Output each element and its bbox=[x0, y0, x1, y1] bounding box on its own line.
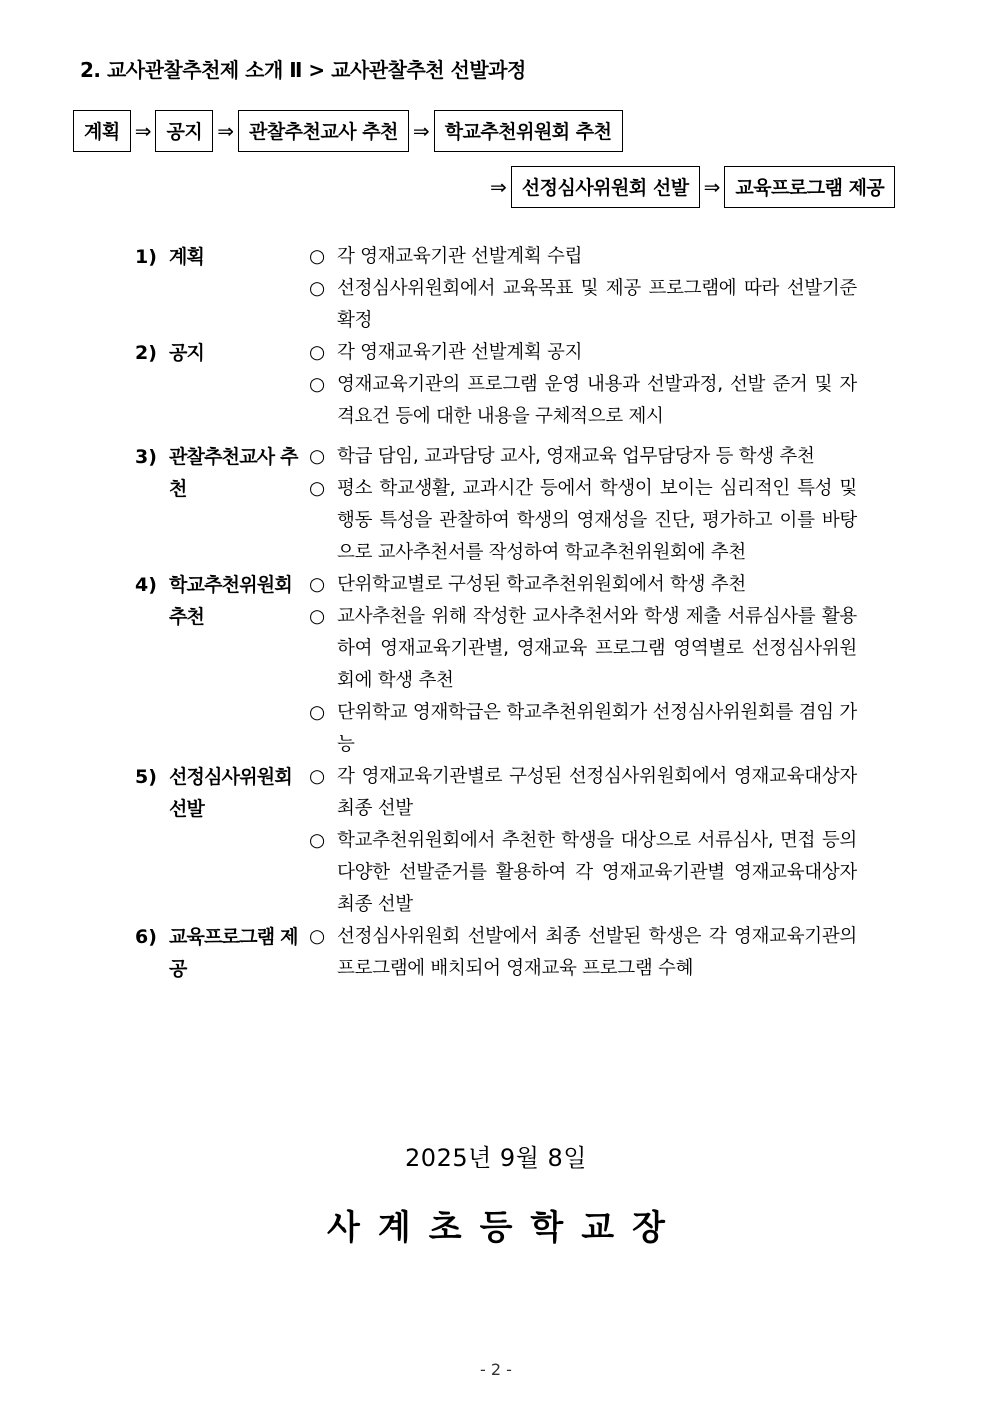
list-item: ○ 각 영재교육기관 선발계획 수립 bbox=[309, 241, 857, 273]
step-number: 2) bbox=[135, 342, 157, 364]
circle-bullet-icon: ○ bbox=[309, 446, 325, 467]
step-number: 3) bbox=[135, 446, 157, 468]
step-label: 선정심사위원회 선발 bbox=[169, 766, 292, 820]
flow-box-notice: 공지 bbox=[155, 110, 213, 152]
school-principal-signature: 사계초등학교장 bbox=[327, 1208, 683, 1248]
list-item: ○ 각 영재교육기관별로 구성된 선정심사위원회에서 영재교육대상자 최종 선발 bbox=[309, 761, 857, 825]
list-item: ○ 단위학교 영재학급은 학교추천위원회가 선정심사위원회를 겸임 가능 bbox=[309, 697, 857, 761]
steps-list bbox=[135, 241, 857, 985]
step-label: 학교추천위원회 추천 bbox=[169, 574, 292, 628]
document-date: 2025년 9월 8일 bbox=[405, 1144, 587, 1172]
step-number: 4) bbox=[135, 574, 157, 596]
flow-box-school-committee: 학교추천위원회 추천 bbox=[434, 110, 623, 152]
circle-bullet-icon: ○ bbox=[309, 478, 325, 499]
circle-bullet-icon: ○ bbox=[309, 374, 325, 395]
step-3 bbox=[135, 441, 857, 569]
circle-bullet-icon: ○ bbox=[309, 574, 325, 595]
step-label: 교육프로그램 제공 bbox=[169, 926, 298, 980]
flow-arrow-icon: ⇒ bbox=[217, 119, 234, 143]
flow-box-teacher-recommend: 관찰추천교사 추천 bbox=[238, 110, 409, 152]
circle-bullet-icon: ○ bbox=[309, 702, 325, 723]
step-2 bbox=[135, 337, 857, 433]
flow-row-1 bbox=[73, 110, 623, 152]
step-5 bbox=[135, 761, 857, 921]
step-label: 관찰추천교사 추천 bbox=[169, 446, 298, 500]
step-1 bbox=[135, 241, 857, 337]
list-item: ○ 각 영재교육기관 선발계획 공지 bbox=[309, 337, 857, 369]
step-number: 5) bbox=[135, 766, 157, 788]
flow-arrow-icon: ⇒ bbox=[703, 175, 721, 199]
flow-arrow-icon: ⇒ bbox=[412, 119, 430, 143]
list-item: ○ 선정심사위원회에서 교육목표 및 제공 프로그램에 따라 선발기준 확정 bbox=[309, 273, 857, 337]
step-number: 6) bbox=[135, 926, 157, 948]
step-label: 공지 bbox=[169, 342, 205, 364]
step-4 bbox=[135, 569, 857, 761]
page-number: - 2 - bbox=[480, 1360, 512, 1379]
section-heading: 2. 교사관찰추천제 소개 Ⅱ > 교사관찰추천 선발과정 bbox=[80, 58, 526, 82]
circle-bullet-icon: ○ bbox=[309, 606, 325, 627]
circle-bullet-icon: ○ bbox=[309, 342, 325, 363]
list-item: ○ 평소 학교생활, 교과시간 등에서 학생이 보이는 심리적인 특성 및 행동 특성을 관찰하여 학생의 영재성을 진단, 평가하고 이를 바탕으로 교사추천서를 작성하여 학교추천위원회에 추천 bbox=[309, 473, 857, 569]
flow-box-plan: 계획 bbox=[73, 110, 131, 152]
list-item: ○ 학급 담임, 교과담당 교사, 영재교육 업무담당자 등 학생 추천 bbox=[309, 441, 857, 473]
flow-arrow-icon: ⇒ bbox=[134, 119, 152, 143]
flow-box-selection-committee: 선정심사위원회 선발 bbox=[511, 166, 700, 208]
circle-bullet-icon: ○ bbox=[309, 278, 325, 299]
circle-bullet-icon: ○ bbox=[309, 766, 325, 787]
step-number: 1) bbox=[135, 246, 157, 268]
circle-bullet-icon: ○ bbox=[309, 926, 325, 947]
flow-row-2 bbox=[486, 166, 895, 208]
list-item: ○ 학교추천위원회에서 추천한 학생을 대상으로 서류심사, 면접 등의 다양한 선발준거를 활용하여 각 영재교육기관별 영재교육대상자 최종 선발 bbox=[309, 825, 857, 921]
list-item: ○ 단위학교별로 구성된 학교추천위원회에서 학생 추천 bbox=[309, 569, 857, 601]
step-6 bbox=[135, 921, 857, 985]
step-label: 계획 bbox=[169, 246, 205, 268]
list-item: ○ 선정심사위원회 선발에서 최종 선발된 학생은 각 영재교육기관의 프로그램에 배치되어 영재교육 프로그램 수혜 bbox=[309, 921, 857, 985]
circle-bullet-icon: ○ bbox=[309, 246, 325, 267]
flow-box-education-program: 교육프로그램 제공 bbox=[724, 166, 895, 208]
list-item: ○ 영재교육기관의 프로그램 운영 내용과 선발과정, 선발 준거 및 자격요건 등에 대한 내용을 구체적으로 제시 bbox=[309, 369, 857, 433]
flow-arrow-icon: ⇒ bbox=[490, 175, 507, 199]
list-item: ○ 교사추천을 위해 작성한 교사추천서와 학생 제출 서류심사를 활용하여 영재교육기관별, 영재교육 프로그램 영역별로 선정심사위원회에 학생 추천 bbox=[309, 601, 857, 697]
circle-bullet-icon: ○ bbox=[309, 830, 325, 851]
